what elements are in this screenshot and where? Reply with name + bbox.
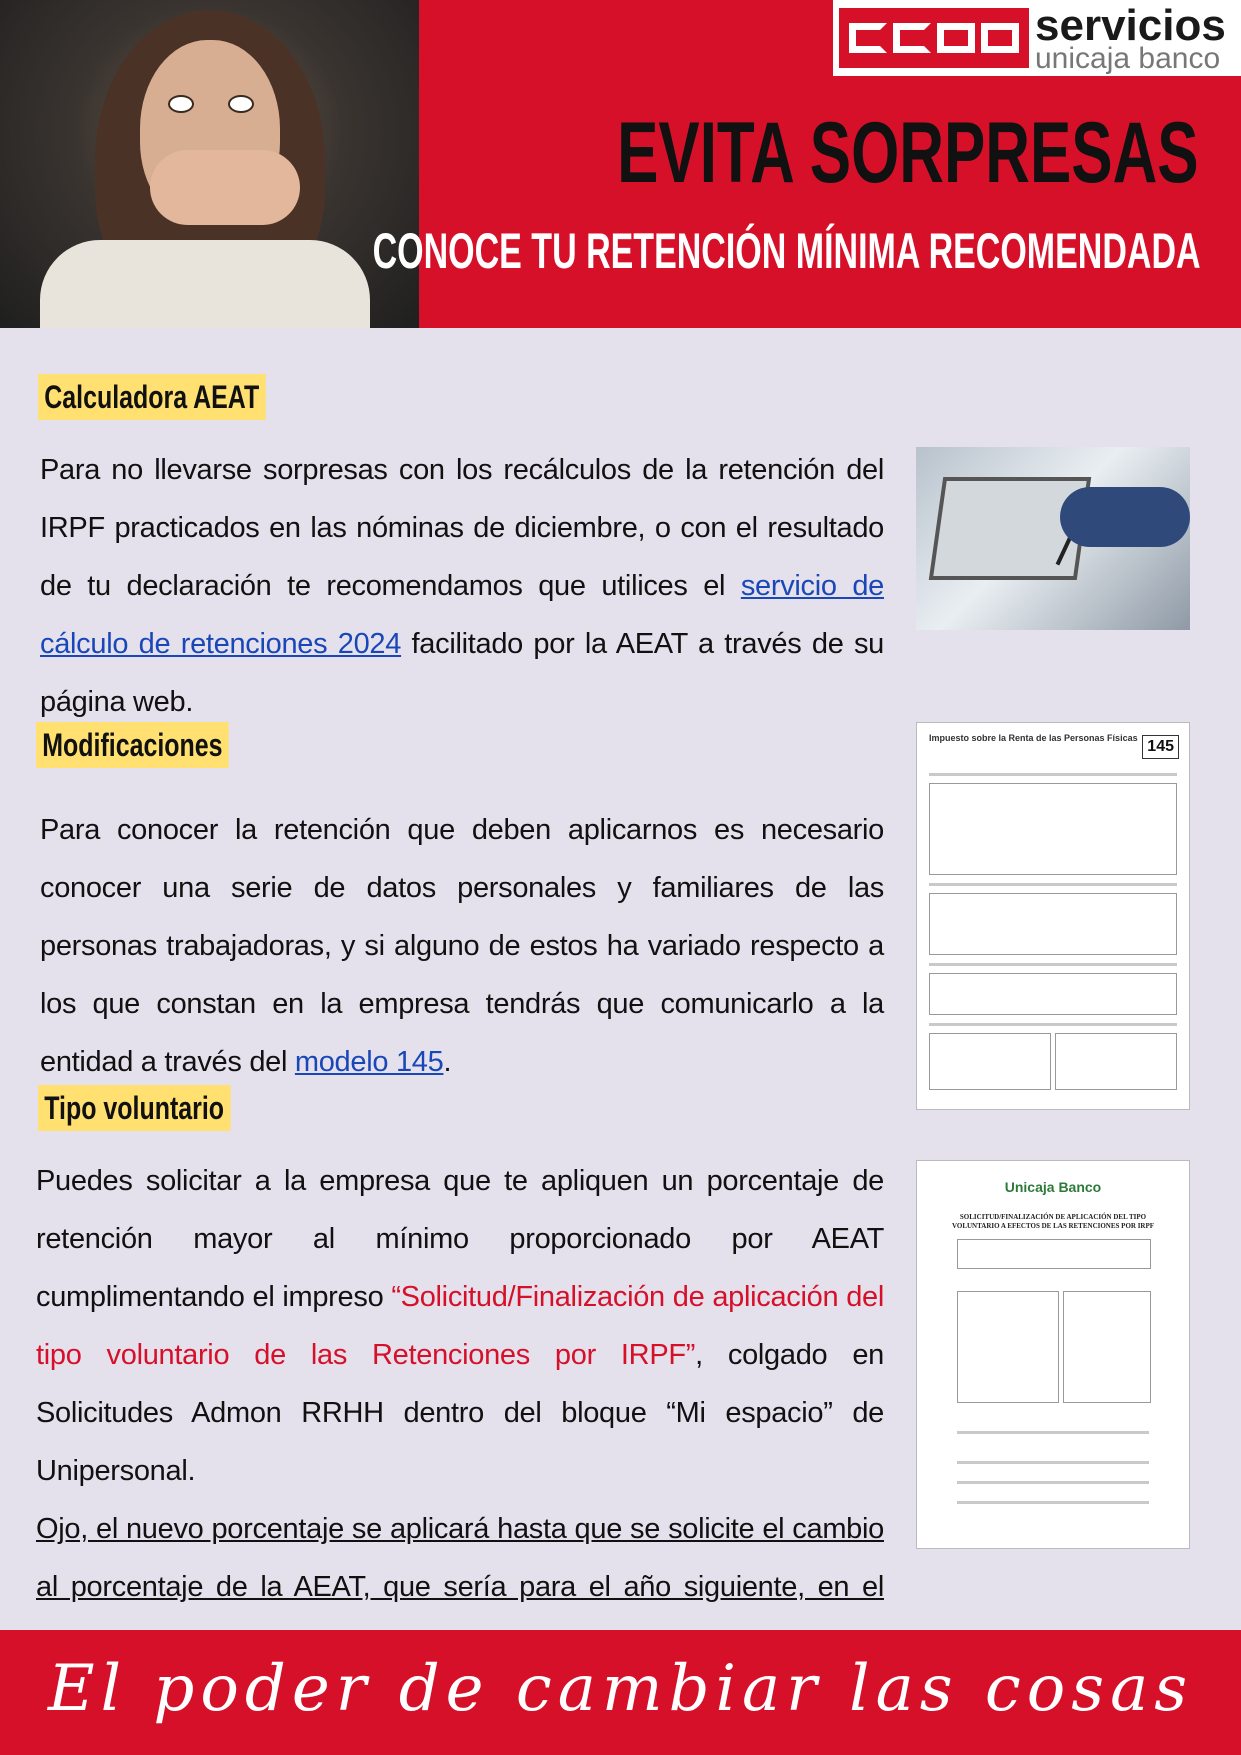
solicitud-form-title: SOLICITUD/FINALIZACIÓN DE APLICACIÓN DEL TIPO VOLUNTARIO A EFECTOS DE LAS RETENCIONES POR IRPF	[951, 1213, 1155, 1231]
page-subtitle: CONOCE TU RETENCIÓN MÍNIMA RECOMENDADA	[373, 223, 1201, 279]
laptop-photo	[916, 447, 1190, 630]
logo-line-servicios: servicios	[1035, 1, 1226, 50]
calculadora-text: Para no llevarse sorpresas con los recálculos de la retención del IRPF practicados en las nóminas de diciembre, o con el resultado de tu declaración te recomendamos que utilices el	[40, 454, 884, 602]
modelo-145-form-thumbnail	[916, 722, 1190, 1110]
header-banner	[0, 0, 1241, 328]
solicitud-form-thumbnail	[916, 1160, 1190, 1549]
surprised-woman-photo	[0, 0, 419, 328]
ccoo-servicios-logo	[833, 0, 1241, 76]
warning-note: Ojo, el nuevo porcentaje se aplicará hasta que se solicite el cambio al porcentaje de la AEAT, que sería para el año siguiente, en el	[36, 1513, 884, 1603]
unicaja-banco-brand: Unicaja Banco	[1004, 1179, 1102, 1195]
voluntario-text: Puedes solicitar a la empresa que te apliquen un porcentaje de retención mayor al mínimo proporcionado por AEAT cumplimentando el impreso	[36, 1165, 884, 1313]
modelo-145-link[interactable]: modelo 145	[294, 1046, 444, 1078]
paragraph-calculadora	[40, 441, 884, 731]
tag-tipo-voluntario: Tipo voluntario	[38, 1085, 230, 1131]
paragraph-modificaciones	[40, 801, 884, 1091]
calculo-retenciones-link[interactable]: servicio de cálculo de retenciones 2024	[40, 570, 884, 660]
page-title: EVITA SORPRESAS	[617, 105, 1199, 201]
tag-modificaciones: Modificaciones	[36, 722, 229, 768]
modificaciones-text-end: .	[443, 1046, 452, 1078]
solicitud-form-name: “Solicitud/Finalización de aplicación del tipo voluntario de las Retenciones por IRPF”	[36, 1281, 884, 1371]
modificaciones-text: Para conocer la retención que deben aplicarnos es necesario conocer una serie de datos personales y familiares de las personas trabajadoras, y si alguno de estos ha variado respecto a los que constan en la empresa tendrás que comunicarlo a la entidad a través del	[40, 814, 884, 1078]
voluntario-text-end: , colgado en Solicitudes Admon RRHH dentro del bloque “Mi espacio” de Unipersonal.	[36, 1339, 884, 1487]
form-145-header: Impuesto sobre la Renta de las Personas Físicas	[929, 733, 1138, 743]
paragraph-tipo-voluntario	[36, 1152, 884, 1674]
calculadora-text-end: facilitado por la AEAT a través de su página web.	[40, 628, 884, 718]
form-145-number: 145	[1142, 735, 1179, 759]
footer-slogan: El poder de cambiar las cosas	[47, 1652, 1194, 1726]
logo-line-unicaja: unicaja banco	[1035, 42, 1221, 75]
ccoo-logo-mark	[839, 8, 1029, 68]
footer-banner	[0, 1630, 1241, 1755]
tag-calculadora: Calculadora AEAT	[38, 374, 265, 420]
